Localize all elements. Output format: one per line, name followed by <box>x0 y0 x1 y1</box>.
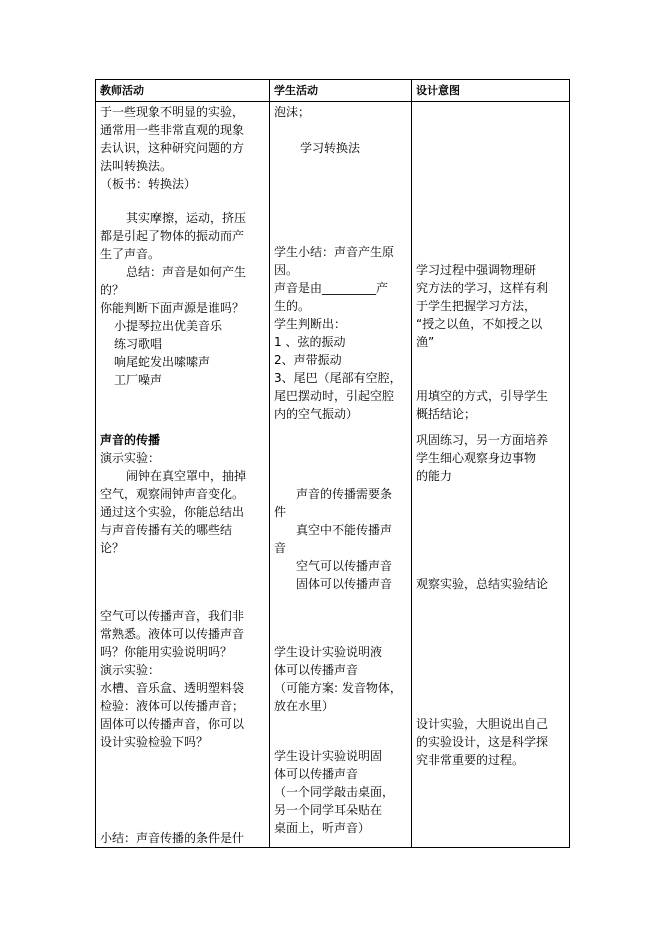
student-line: 固体可以传播声音 <box>296 577 393 591</box>
lesson-plan-table <box>95 79 570 848</box>
student-line: 泡沫； <box>274 105 311 119</box>
teacher-line: 法叫转换法。 <box>100 159 173 173</box>
student-line: 学习转换法 <box>300 141 361 155</box>
teacher-line: 响尾蛇发出嗦嗦声 <box>114 355 211 369</box>
teacher-line: 与声音传播有关的哪些结 <box>100 523 233 537</box>
teacher-activity-cell <box>96 102 270 848</box>
student-line: 件 <box>274 505 287 519</box>
student-line: 学生设计实验说明固 <box>274 749 383 763</box>
intent-line: 于学生把握学习方法， <box>416 299 537 313</box>
intent-line: 究方法的学习，这样有利 <box>416 281 549 295</box>
teacher-line: （板书：转换法） <box>100 177 197 191</box>
teacher-line: 总结：声音是如何产生 <box>126 265 247 279</box>
intent-line: 的实验设计，这是科学探 <box>416 735 549 749</box>
teacher-line: 的？ <box>100 283 125 297</box>
intent-line: 概括结论； <box>416 407 477 421</box>
table-body-row <box>96 102 570 848</box>
student-line: 学生设计实验说明液 <box>274 645 383 659</box>
student-line: 体可以传播声音 <box>274 767 359 781</box>
teacher-line: 演示实验： <box>100 663 161 677</box>
teacher-line: 小结：声音传播的条件是什 <box>100 831 245 845</box>
teacher-line: 都是引起了物体的振动而产 <box>100 229 245 243</box>
teacher-line: 你能判断下面声源是谁吗？ <box>100 301 245 315</box>
student-line: 因。 <box>274 263 299 277</box>
teacher-line: 空气可以传播声音，我们非 <box>100 609 245 623</box>
intent-line: 学生细心观察身边事物 <box>416 451 537 465</box>
teacher-line: 演示实验： <box>100 451 161 465</box>
student-line: 真空中不能传播声 <box>296 523 393 537</box>
teacher-line: 于一些现象不明显的实验， <box>100 105 245 119</box>
teacher-line: 吗？你能用实验说明吗？ <box>100 645 233 659</box>
student-activity-cell <box>270 102 412 848</box>
student-line: 内的空气振动） <box>274 407 359 421</box>
student-line: 空气可以传播声音 <box>296 559 393 573</box>
teacher-line: 空气，观察闹钟声音变化。 <box>100 487 245 501</box>
teacher-line: 练习歌唱 <box>114 337 163 351</box>
student-line: 另一个同学耳朵贴在 <box>274 803 383 817</box>
intent-line: 渔” <box>416 335 435 349</box>
teacher-line: 固体可以传播声音，你可以 <box>100 717 245 731</box>
student-line: （一个同学敲击桌面， <box>274 785 395 799</box>
header-design-intent: 设计意图 <box>412 80 570 102</box>
student-line: 桌面上，听声音） <box>274 821 371 835</box>
student-line: 生的。 <box>274 299 311 313</box>
teacher-line: 小提琴拉出优美音乐 <box>114 319 223 333</box>
teacher-line: 水槽、音乐盒、透明塑料袋 <box>100 681 245 695</box>
intent-line: 学习过程中强调物理研 <box>416 263 537 277</box>
section-heading: 声音的传播 <box>100 433 161 447</box>
student-line: （可能方案: 发音物体， <box>274 681 402 695</box>
intent-line: 观察实验，总结实验结论 <box>416 577 549 591</box>
intent-line: 的能力 <box>416 469 453 483</box>
student-line: 3、尾巴（尾部有空腔， <box>274 371 402 385</box>
teacher-line: 通常用一些非常直观的现象 <box>100 123 245 137</box>
design-intent-cell <box>412 102 570 848</box>
teacher-line: 工厂噪声 <box>114 373 163 387</box>
student-line: 声音是由_________产 <box>274 281 389 295</box>
teacher-line: 通过这个实验，你能总结出 <box>100 505 245 519</box>
student-line: 2、声带振动 <box>274 353 342 367</box>
intent-line: 设计实验，大胆说出自己 <box>416 717 549 731</box>
student-line: 学生判断出： <box>274 317 347 331</box>
teacher-line: 闹钟在真空罩中，抽掉 <box>126 469 247 483</box>
teacher-line: 检验：液体可以传播声音； <box>100 699 245 713</box>
teacher-line: 常熟悉。液体可以传播声音 <box>100 627 245 641</box>
table-header-row <box>96 80 570 102</box>
student-line: 1 、弦的振动 <box>274 335 346 349</box>
student-line: 体可以传播声音 <box>274 663 359 677</box>
teacher-line: 生了声音。 <box>100 247 161 261</box>
teacher-line: 设计实验检验下吗？ <box>100 735 209 749</box>
intent-line: 巩固练习，另一方面培养 <box>416 433 549 447</box>
student-line: 音 <box>274 541 287 555</box>
student-line: 声音的传播需要条 <box>296 487 393 501</box>
teacher-line: 去认识，这种研究问题的方 <box>100 141 245 155</box>
teacher-line: 论？ <box>100 541 125 555</box>
intent-line: 究非常重要的过程。 <box>416 753 525 767</box>
intent-line: “授之以鱼，不如授之以 <box>416 317 543 331</box>
intent-line: 用填空的方式，引导学生 <box>416 389 549 403</box>
student-line: 尾巴摆动时，引起空腔 <box>274 389 395 403</box>
student-line: 放在水里） <box>274 699 335 713</box>
teacher-line: 其实摩擦，运动，挤压 <box>126 211 247 225</box>
header-student-activity: 学生活动 <box>270 80 412 102</box>
header-teacher-activity: 教师活动 <box>96 80 270 102</box>
student-line: 学生小结：声音产生原 <box>274 245 395 259</box>
